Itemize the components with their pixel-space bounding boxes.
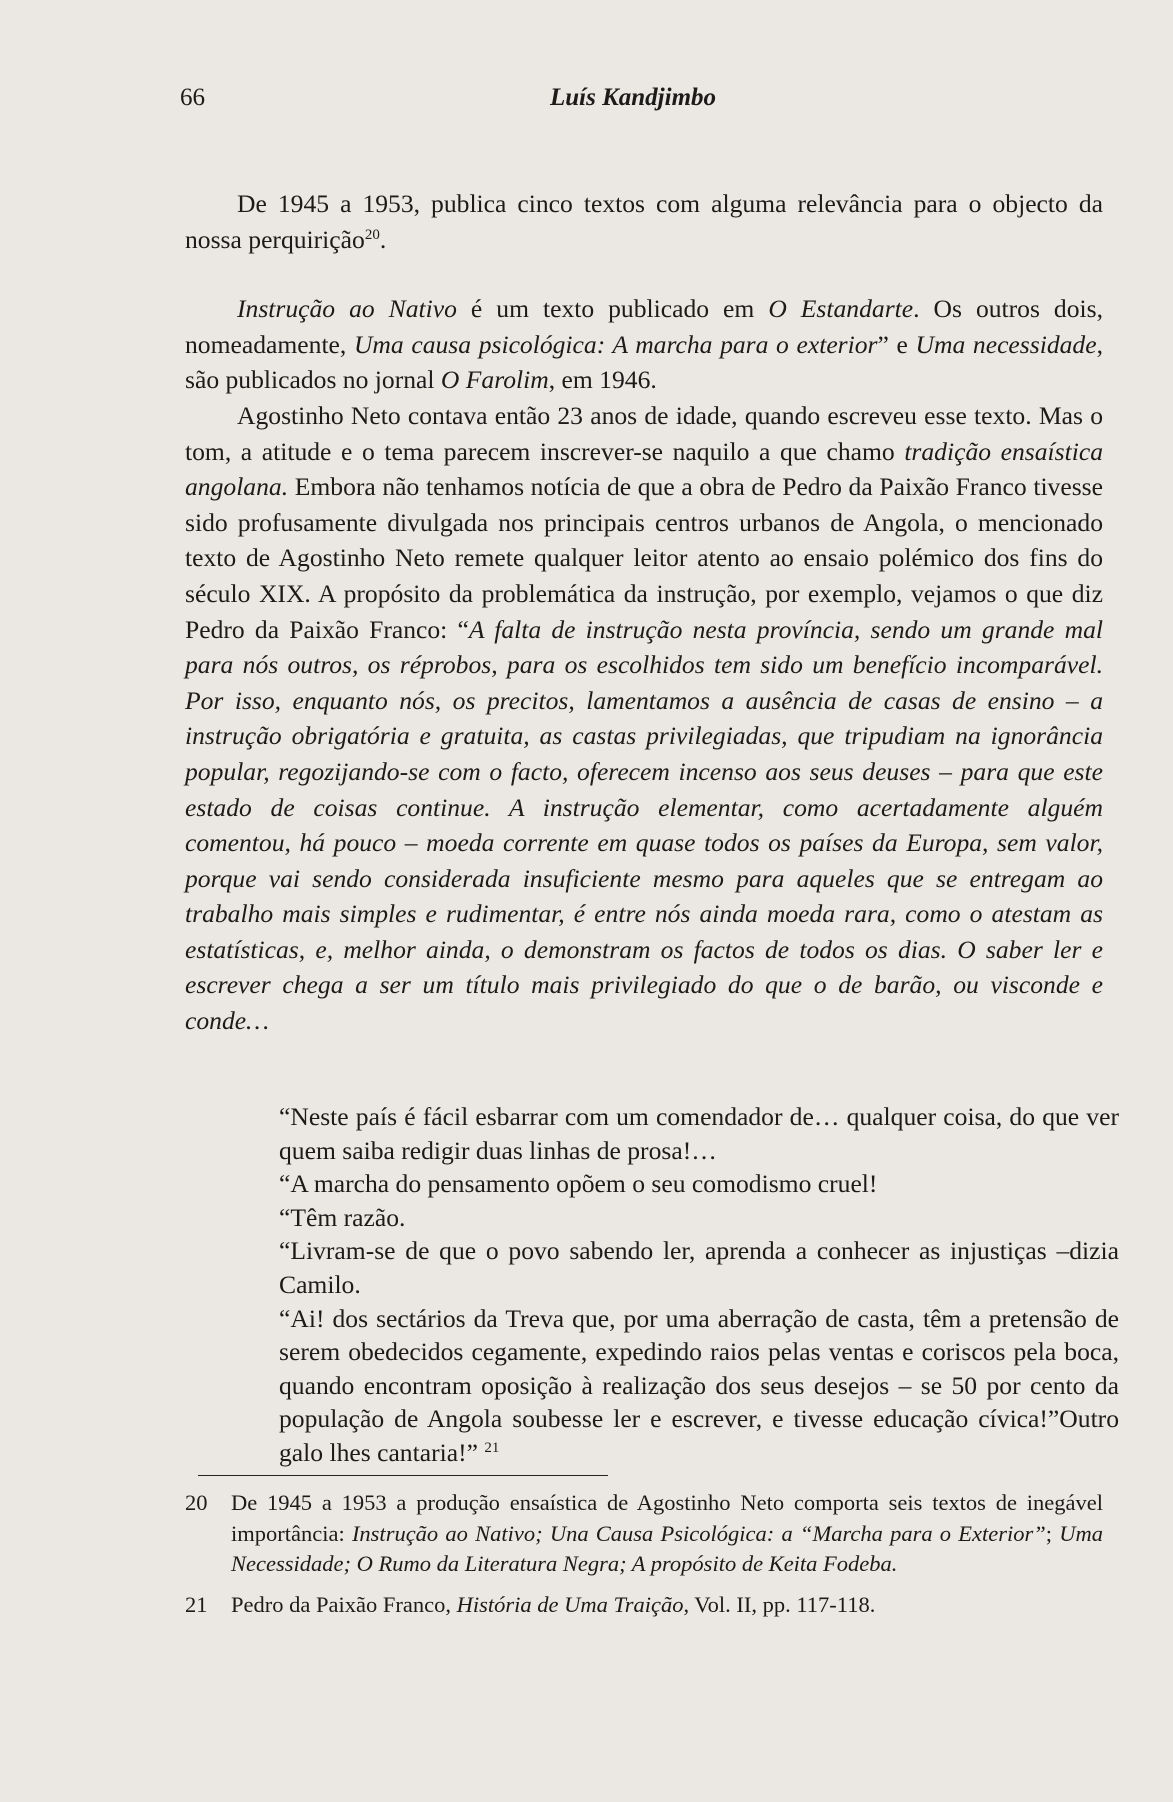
p3-text-2: Embora não tenhamos notícia de que a obra de Pedro da Paixão Franco tivesse sido profusamente divulgada nos principais centros urbanos de Angola, o mencionado texto de Agostinho Neto remete qualquer leitor atento ao ensaio polémico dos fins do século XIX. A propósito da problemática da instrução, por exemplo, vejamos o que diz Pedro da Paixão Franco: “ — [185, 472, 1103, 644]
p3-italic-1: tradição ensaística angolana. — [185, 436, 1103, 502]
footnote-21-mark: 21 — [185, 1591, 208, 1617]
main-text — [185, 186, 1103, 1039]
footnote-20 — [185, 1488, 1103, 1580]
block-quote — [279, 1100, 1119, 1470]
footnote-21-text-2: , Vol. II, pp. 117-118. — [683, 1591, 876, 1617]
footnote-20-italic-2: Uma Necessidade; O Rumo da Literatura Negra; A propósito de Keita Fodeba. — [231, 1520, 1103, 1576]
footnote-rule — [198, 1475, 608, 1476]
title-estandarte: O Estandarte — [768, 294, 914, 324]
title-causa: Uma causa psicológica: A marcha para o exterior — [353, 329, 878, 359]
paragraph-2 — [185, 291, 1103, 398]
footnote-21 — [185, 1590, 1103, 1621]
paragraph-1 — [185, 186, 1103, 257]
footnote-ref-20: 20 — [364, 226, 380, 243]
paragraph-1-end: . — [379, 224, 387, 254]
footnotes — [185, 1488, 1103, 1630]
quote-line-3: “Têm razão. — [279, 1202, 406, 1232]
title-instrucao: Instrução ao Nativo — [237, 294, 457, 324]
p3-text-1: Agostinho Neto contava então 23 anos de idade, quando escreveu esse texto. Mas o tom, a atitude e o tema parecem inscrever-se naquilo a que chamo — [185, 400, 1103, 466]
page-number: 66 — [180, 84, 205, 111]
p2-text-4: , são publicados no jornal — [185, 329, 1103, 395]
paragraph-1-text: De 1945 a 1953, publica cinco textos com alguma relevância para o objecto da nossa perquirição — [185, 189, 1103, 254]
footnote-20-text-2: ; — [1045, 1520, 1060, 1546]
title-farolim: O Farolim — [440, 365, 549, 395]
footnote-20-mark: 20 — [185, 1490, 208, 1515]
quote-line-5-text: “Ai! dos sectários da Treva que, por uma aberração de casta, têm a pretensão de serem obedecidos cegamente, expedindo raios pelas ventas e coriscos pela boca, quando encontram oposição à realização dos seus desejos – se 50 por cento da população de Angola soubesse ler e escrever, e tivesse educação cívica!”Outro galo lhes cantaria!” — [279, 1303, 1119, 1467]
p2-text-2: . Os outros dois, nomeadamente, — [185, 294, 1103, 359]
quote-line-2: “A marcha do pensamento opõem o seu comodismo cruel! — [279, 1169, 878, 1199]
footnote-20-italic-1: Instrução ao Nativo; Una Causa Psicológica: a “Marcha para o Exterior” — [351, 1520, 1046, 1546]
footnote-20-text-1: De 1945 a 1953 a produção ensaística de Agostinho Neto comporta seis textos de inegável importância: — [231, 1490, 1103, 1546]
title-necessidade: Uma necessidade — [915, 329, 1097, 359]
p3-italic-quote: A falta de instrução nesta província, sendo um grande mal para nós outros, os réprobos, para os escolhidos tem sido um benefício incomparável. Por isso, enquanto nós, os precitos, lamentamos a ausência de casas de ensino – a instrução obrigatória e gratuita, as castas privilegiadas, que tripudiam na ignorância popular, regozijando-se com o facto, oferecem incenso aos seus deuses – para que este estado de coisas continue. A instrução elementar, como acertadamente alguém comentou, há pouco – moeda corrente em quase todos os países da Europa, sem valor, porque vai sendo considerada insuficiente mesmo para aqueles que se entregam ao trabalho mais simples e rudimentar, é entre nós ainda moeda rara, como o atestam as estatísticas, e, melhor ainda, o demonstram os factos de todos os dias. O saber ler e escrever chega a ser um título mais privilegiado do que o de barão, ou visconde e conde… — [185, 614, 1103, 1036]
quote-line-5 — [279, 1302, 1119, 1470]
quote-line-1: “Neste país é fácil esbarrar com um comendador de… qualquer coisa, do que ver quem saiba redigir duas linhas de prosa!… — [279, 1102, 1119, 1165]
p2-text-5: , em 1946. — [548, 365, 657, 395]
paragraph-3 — [185, 398, 1103, 1039]
quote-line-4: “Livram-se de que o povo sabendo ler, aprenda a conhecer as injustiças –dizia Camilo. — [279, 1236, 1119, 1299]
p2-text-3: ” e — [877, 329, 916, 359]
footnote-21-text-1: Pedro da Paixão Franco, — [231, 1591, 457, 1617]
footnote-21-italic: História de Uma Traição — [456, 1591, 684, 1617]
footnote-ref-21: 21 — [484, 1439, 500, 1456]
running-title: Luís Kandjimbo — [550, 84, 717, 111]
p2-text-1: é um texto publicado em — [456, 294, 769, 324]
